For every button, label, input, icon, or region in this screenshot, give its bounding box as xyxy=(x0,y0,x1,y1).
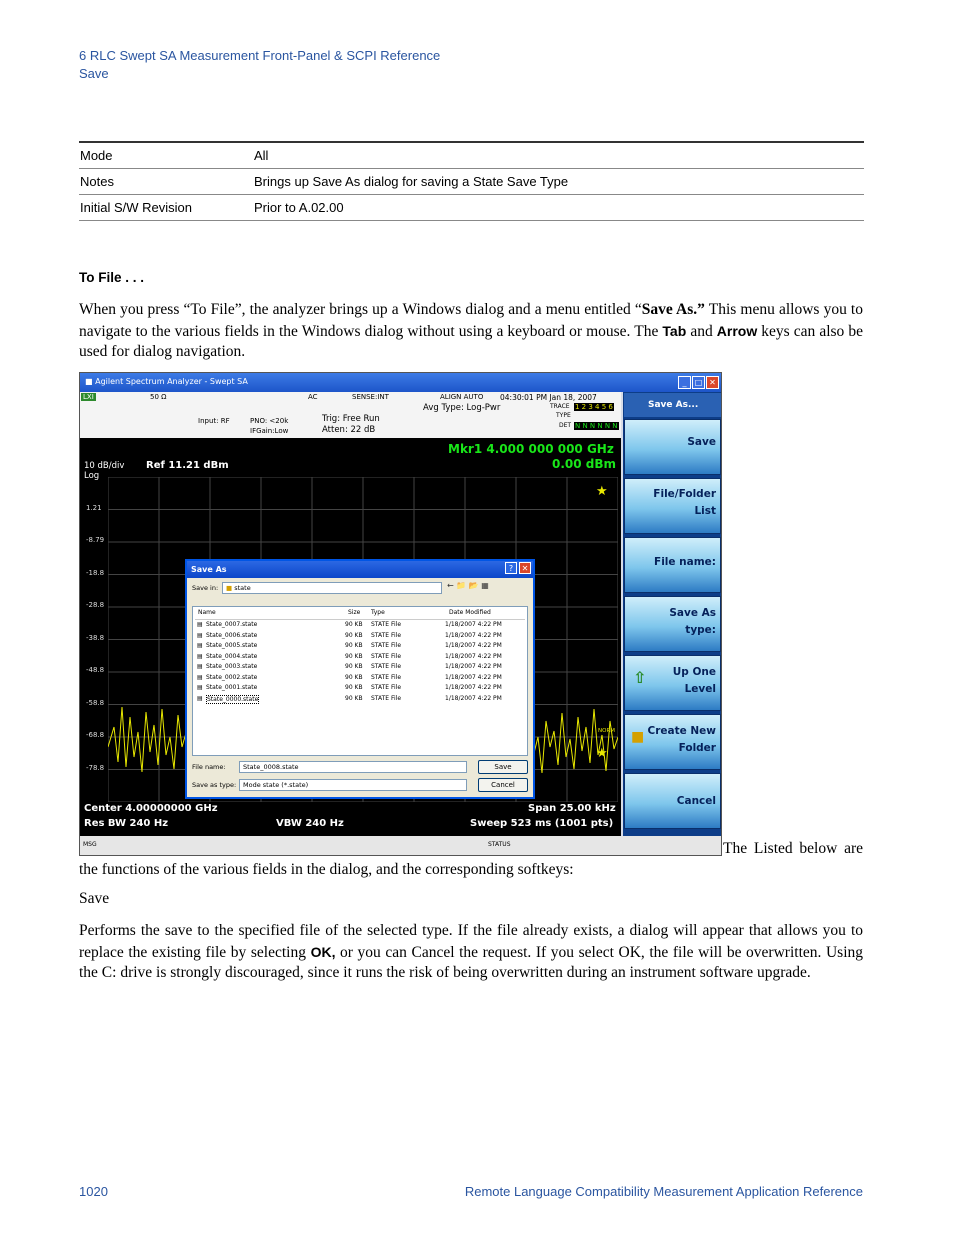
y-tick: -8.79 xyxy=(86,536,105,544)
intro-text: and xyxy=(686,322,717,340)
y-tick: -38.8 xyxy=(86,634,105,642)
list-item[interactable] xyxy=(195,632,525,643)
file-type: STATE File xyxy=(371,673,402,681)
file-icon: ▤ xyxy=(197,663,203,670)
file-name: State_0005.state xyxy=(206,642,258,649)
save-label: Save xyxy=(79,890,110,907)
file-icon: ▤ xyxy=(197,684,203,691)
scale-per-div: 10 dB/div xyxy=(84,461,125,471)
sweep: Sweep 523 ms (1001 pts) xyxy=(470,818,614,829)
list-item[interactable] xyxy=(195,663,525,674)
page-number: 1020 xyxy=(79,1184,108,1199)
softkey-label: File name: xyxy=(654,556,716,568)
vbw: VBW 240 Hz xyxy=(276,818,344,829)
dialog-cancel-button[interactable]: Cancel xyxy=(478,778,528,792)
file-icon: ▤ xyxy=(197,621,203,628)
list-item[interactable] xyxy=(195,674,525,685)
softkey-save[interactable] xyxy=(624,419,721,475)
avg-type: Avg Type: Log-Pwr xyxy=(423,403,501,413)
key-arrow: Arrow xyxy=(716,322,758,339)
marker-star-icon: ★ xyxy=(596,746,608,761)
align: ALIGN AUTO xyxy=(440,393,484,401)
file-name: State_0000.state xyxy=(207,695,259,703)
det-values: N N N N N N xyxy=(575,422,618,430)
softkey-label: Create New xyxy=(647,725,716,737)
ifgain: IFGain:Low xyxy=(250,427,289,435)
col-type[interactable]: Type xyxy=(371,609,385,616)
datetime: 04:30:01 PM Jan 18, 2007 xyxy=(500,393,597,402)
file-type: STATE File xyxy=(371,621,402,628)
softkey-save-as-type[interactable] xyxy=(624,596,721,652)
file-size: 90 KB xyxy=(345,694,363,702)
folder-icon: ■ xyxy=(226,584,233,592)
intro-text: keys can also be used for dialog navigation. xyxy=(79,322,863,360)
softkey-label: Cancel xyxy=(676,795,716,807)
analyzer-screenshot xyxy=(79,372,722,856)
softkey-menu-title: Save As... xyxy=(624,393,721,417)
table-row xyxy=(79,168,864,194)
up-folder-icon: ⇧ xyxy=(633,668,647,687)
center-freq: Center 4.00000000 GHz xyxy=(84,803,218,814)
list-item[interactable] xyxy=(195,642,525,653)
save-as-dialog xyxy=(185,559,535,799)
intro-text: This menu allows you to navigate to the various fields in the Windows dialog without using a keyboard or mouse. The xyxy=(79,301,863,340)
file-icon: ▤ xyxy=(197,642,203,649)
file-size: 90 KB xyxy=(345,673,363,681)
file-size: 90 KB xyxy=(345,642,363,649)
save-in-label: Save in: xyxy=(192,584,219,592)
atten: Atten: 22 dB xyxy=(322,425,376,435)
table-row xyxy=(79,194,864,220)
impedance: 50 Ω xyxy=(150,393,167,401)
y-tick: -18.8 xyxy=(86,569,105,577)
file-size: 90 KB xyxy=(345,684,363,691)
softkey-panel xyxy=(623,392,722,836)
softkey-label: type: xyxy=(685,624,716,636)
spectrum-plot xyxy=(80,438,621,836)
det-label: DET xyxy=(559,422,572,429)
file-icon: ▤ xyxy=(197,652,203,660)
file-type: STATE File xyxy=(371,684,402,691)
file-type: STATE File xyxy=(371,631,402,639)
file-size: 90 KB xyxy=(345,652,363,660)
intro-paragraph xyxy=(79,300,863,363)
desc-text: or you can Cancel the request. If you select OK, the file will be overwritten. Using the C: drive is strongly discouraged, since it runs the risk of being overwritten during an instrument software upgrade. xyxy=(79,943,863,981)
window-title: Agilent Spectrum Analyzer - Swept SA xyxy=(95,377,248,386)
y-tick: -78.8 xyxy=(86,764,105,772)
input: Input: RF xyxy=(198,417,230,425)
file-date: 1/18/2007 4:22 PM xyxy=(445,652,502,660)
softkey-label: List xyxy=(694,505,716,517)
col-name[interactable]: Name xyxy=(198,609,216,616)
y-tick: 1.21 xyxy=(86,504,102,512)
file-list-header xyxy=(195,609,525,620)
y-tick: -28.8 xyxy=(86,601,105,609)
file-name: State_0006.state xyxy=(206,631,258,639)
file-date: 1/18/2007 4:22 PM xyxy=(445,684,502,691)
y-tick: -48.8 xyxy=(86,666,105,674)
app-icon: ■ xyxy=(85,377,93,386)
table-value: Brings up Save As dialog for saving a State Save Type xyxy=(253,168,864,194)
dialog-close-icon[interactable]: ✕ xyxy=(519,562,531,574)
col-size[interactable]: Size xyxy=(348,609,361,616)
ref-level: Ref 11.21 dBm xyxy=(146,460,229,471)
softkey-file-name[interactable] xyxy=(624,537,721,593)
save-description xyxy=(79,921,863,984)
section-header: Save xyxy=(79,66,109,81)
file-size: 90 KB xyxy=(345,631,363,639)
file-date: 1/18/2007 4:22 PM xyxy=(445,621,502,628)
dialog-title: Save As xyxy=(187,561,533,578)
close-icon[interactable]: ✕ xyxy=(706,376,719,389)
file-name: State_0002.state xyxy=(206,673,258,681)
softkey-up-one-level[interactable] xyxy=(624,655,721,711)
trigger: Trig: Free Run xyxy=(322,414,380,424)
softkey-cancel[interactable] xyxy=(624,773,721,829)
nav-toolbar-icons[interactable]: ← 📁 📂 ▦ xyxy=(447,581,489,590)
file-size: 90 KB xyxy=(345,621,363,628)
col-date[interactable]: Date Modified xyxy=(449,609,491,616)
filename-input[interactable]: State_0008.state xyxy=(239,761,467,773)
list-item[interactable] xyxy=(195,653,525,664)
help-icon[interactable]: ? xyxy=(505,562,517,574)
file-date: 1/18/2007 4:22 PM xyxy=(445,673,502,681)
table-key: Notes xyxy=(79,168,253,194)
softkey-file-folder-list[interactable] xyxy=(624,478,721,534)
file-name: State_0004.state xyxy=(206,652,258,660)
trace-label: TRACE xyxy=(550,403,570,410)
marker-star-icon: ★ xyxy=(596,484,608,499)
scale-type: Log xyxy=(84,471,100,481)
table-key: Mode xyxy=(79,142,253,168)
key-ok: OK, xyxy=(310,943,336,960)
file-date: 1/18/2007 4:22 PM xyxy=(445,694,502,702)
intro-bold: Save As.” xyxy=(641,301,705,318)
info-table xyxy=(79,141,864,221)
lxi-badge: LXI xyxy=(83,393,94,401)
file-size: 90 KB xyxy=(345,663,363,670)
savetype-label: Save as type: xyxy=(192,781,237,789)
file-date: 1/18/2007 4:22 PM xyxy=(445,663,502,670)
coupling: AC xyxy=(308,393,318,401)
type-label: TYPE xyxy=(556,412,571,419)
table-key: Initial S/W Revision xyxy=(79,194,253,220)
softkey-label: Up One xyxy=(672,666,716,678)
y-tick: -68.8 xyxy=(86,731,105,739)
softkey-label: Level xyxy=(684,683,716,695)
sense: SENSE:INT xyxy=(352,393,389,401)
list-item[interactable] xyxy=(195,695,525,706)
footer-title: Remote Language Compatibility Measurement Application Reference xyxy=(464,1184,863,1199)
trace-values: 1 2 3 4 5 6 xyxy=(575,403,613,411)
status-label: STATUS xyxy=(488,841,511,848)
file-icon: ▤ xyxy=(197,673,203,681)
filename-label: File name: xyxy=(192,763,226,771)
y-tick: -58.8 xyxy=(86,699,105,707)
file-icon: ▤ xyxy=(197,631,203,639)
file-name: State_0001.state xyxy=(206,684,258,691)
measurement-bar xyxy=(80,392,621,438)
res-bw: Res BW 240 Hz xyxy=(84,818,169,829)
intro-text: When you press “To File”, the analyzer brings up a Windows dialog and a menu entitled “ xyxy=(79,301,642,318)
table-value: Prior to A.02.00 xyxy=(253,194,864,220)
file-date: 1/18/2007 4:22 PM xyxy=(445,642,502,649)
chapter-header: 6 RLC Swept SA Measurement Front-Panel & SCPI Reference xyxy=(79,48,441,63)
softkey-label: File/Folder xyxy=(653,488,716,500)
file-type: STATE File xyxy=(371,663,402,670)
marker-frequency: Mkr1 4.000 000 000 GHz xyxy=(448,442,614,456)
norm-label: NORM xyxy=(598,728,616,734)
desc-text: Performs the save to the specified file of the selected type. If the file already exists, a dialog will appear that allows you to replace the existing file by selecting xyxy=(79,922,863,961)
savetype-select[interactable]: Mode state (*.state) xyxy=(239,779,467,791)
file-list[interactable] xyxy=(192,606,528,756)
file-icon: ▤ xyxy=(197,694,203,702)
new-folder-icon: ■ xyxy=(631,729,645,745)
table-value: All xyxy=(253,142,864,168)
file-type: STATE File xyxy=(371,642,402,649)
softkey-label: Save xyxy=(687,436,716,448)
minimize-icon[interactable]: _ xyxy=(678,376,691,389)
file-date: 1/18/2007 4:22 PM xyxy=(445,631,502,639)
save-in-value: state xyxy=(234,584,251,592)
file-name: State_0003.state xyxy=(206,663,258,670)
marker-amplitude: 0.00 dBm xyxy=(552,457,617,471)
softkey-label: Save As xyxy=(669,607,716,619)
pno: PNO: <20k xyxy=(250,417,289,425)
file-name: State_0007.state xyxy=(206,621,258,628)
save-in-select[interactable] xyxy=(222,582,442,594)
key-tab: Tab xyxy=(662,322,687,339)
softkey-create-new-folder[interactable] xyxy=(624,714,721,770)
subheading: To File . . . xyxy=(79,270,145,285)
list-item[interactable] xyxy=(195,684,525,695)
after-screenshot-text: The Listed below are the functions of the various fields in the dialog, and the corresponding softkeys: xyxy=(79,840,863,878)
dialog-save-button[interactable]: Save xyxy=(478,760,528,774)
file-type: STATE File xyxy=(371,652,402,660)
list-item[interactable] xyxy=(195,621,525,632)
maximize-icon[interactable]: □ xyxy=(692,376,705,389)
window-titlebar xyxy=(80,373,722,392)
msg-label: MSG xyxy=(83,841,97,848)
file-type: STATE File xyxy=(371,694,402,702)
table-row xyxy=(79,142,864,168)
span: Span 25.00 kHz xyxy=(528,803,616,814)
softkey-label: Folder xyxy=(678,742,716,754)
